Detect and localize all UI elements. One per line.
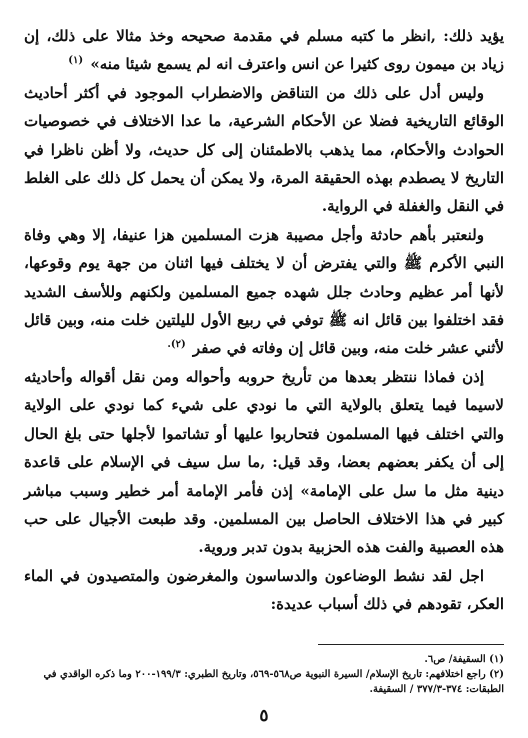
paragraph-1-text: يؤيد ذلك: ,انظر ما كتبه مسلم في مقدمة صحيحه وخذ مثالا على ذلك، إن زياد بن ميمون روى كثيرا عن انس واعترف انه لم يسمع شيئا منه» — [24, 27, 504, 74]
footnote-2: (٢) راجع اختلافهم: تاريخ الإسلام/ السيرة النبوية ص٥٦٨-٥٦٩، وتاريخ الطبري: ١٩٩/٣-٢٠٠ وما ذكره الواقدي في الطبقات: ٣٧٤-٣٧٧/٣ / السقيفة. — [43, 669, 504, 695]
page-number: ٥ — [259, 706, 269, 726]
footnote-divider — [318, 644, 504, 645]
footnotes — [24, 652, 504, 697]
paragraph-4 — [24, 363, 504, 562]
document-page — [24, 22, 504, 726]
paragraph-5 — [24, 562, 504, 619]
paragraph-2 — [24, 79, 504, 221]
footnote-ref-2: (٢). — [167, 339, 186, 351]
paragraph-3 — [24, 221, 504, 363]
paragraph-5-text: اجل لقد نشط الوضاعون والدساسون والمغرضون والمتصيدون في الماء العكر، تقودهم في ذلك أسباب عديدة: — [24, 566, 504, 614]
body-text — [24, 22, 504, 619]
paragraph-3-text: ولنعتبر بأهم حادثة وأجل مصيبة هزت المسلمين هزا عنيفا، إلا وهي وفاة النبي الأكرم ﷺ والتي يفترض أن لا يختلف فيها اثنان من جهة يوم وقوعها، لأنها أمر عظيم وحادث جلل شهده جميع المسلمين ولكنهم وللأسف الشديد فقد اختلفوا بين قائل انه ﷺ توفي في ربيع الأول لليلتين خلت منه، وبين قائل لأثني عشر خلت منه، وبين قائل إن وفاته في صفر — [24, 225, 504, 358]
footnote-ref-1: (١) — [68, 55, 84, 67]
paragraph-1 — [24, 22, 504, 79]
paragraph-2-text: وليس أدل على ذلك من التناقض والاضطراب الموجود في أكثر أحاديث الوقائع التاريخية فضلا عن الأحكام الشرعية، ما عدا الاختلاف في خصوصيات الحوادث والأحكام، مما يذهب بالاطمئنان إلى كل حديث، ولا أظن ناظرا في التاريخ لا يصطدم بهذه الحقيقة المرة، ولا يمكن أن يحمل كل ذلك على الغلط في النقل والغفلة في الرواية. — [24, 83, 504, 216]
paragraph-4-text: إذن فماذا ننتظر بعدها من تأريخ حروبه وأحواله ومن نقل أقواله وأحاديثه لاسيما فيما يتعلق بالولاية التي ما نودي على شيء كما نودي على الولاية والتي اختلف فيها المسلمون فتحاربوا عليها أو تشاتموا لأجلها حتى بلغ الحال إلى أن يكفر بعضهم بعضا، وقد قيل: ,ما سل سيف في الإسلام على قاعدة دينية مثل ما سل على الإمامة» إذن فأمر الإمامة أمر خطير وسبب مباشر كبير في هذا الاختلاف الحاصل بين المسلمين. وقد طبعت الأجيال على حب هذه العصبية والفت هذه الحزبية بدون تدبر وروية. — [24, 367, 504, 557]
footnote-1: (١) السقيفة/ ص٦. — [424, 654, 504, 665]
